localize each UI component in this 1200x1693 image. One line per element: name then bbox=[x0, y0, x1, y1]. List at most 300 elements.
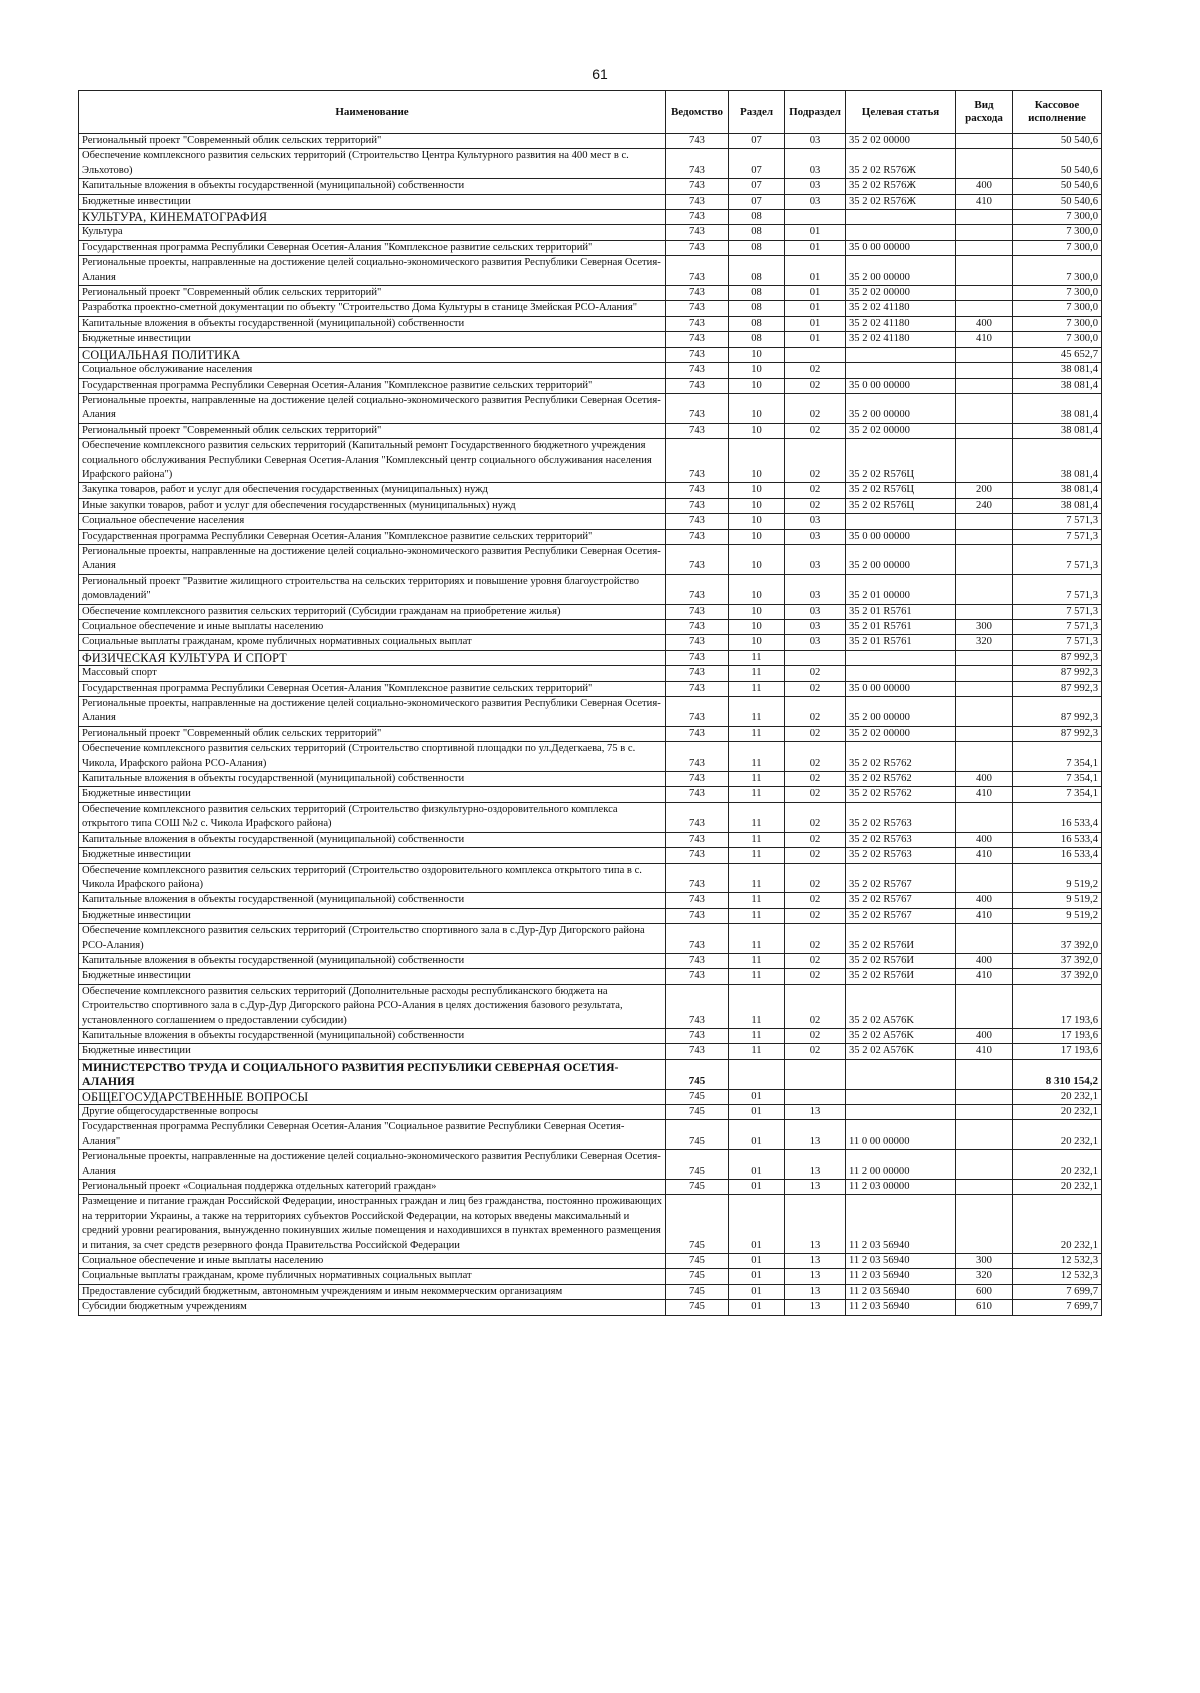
row-target: 11 2 00 00000 bbox=[846, 1150, 956, 1180]
row-name: Культура bbox=[79, 225, 666, 240]
table-row bbox=[79, 363, 1102, 378]
row-expense-type bbox=[956, 544, 1013, 574]
row-target: 11 0 00 00000 bbox=[846, 1120, 956, 1150]
row-name: Региональные проекты, направленные на достижение целей социально-экономического развития Республики Северная Осетия-Алания bbox=[79, 697, 666, 727]
row-target: 35 2 02 R576Ж bbox=[846, 149, 956, 179]
row-name: Бюджетные инвестиции bbox=[79, 332, 666, 347]
row-amount: 12 532,3 bbox=[1013, 1269, 1102, 1284]
row-name: Региональные проекты, направленные на достижение целей социально-экономического развития Республики Северная Осетия-Алания bbox=[79, 544, 666, 574]
table-row bbox=[79, 194, 1102, 209]
row-amount: 7 699,7 bbox=[1013, 1284, 1102, 1299]
row-ministry: 743 bbox=[666, 620, 729, 635]
row-expense-type: 400 bbox=[956, 316, 1013, 331]
row-subsection: 02 bbox=[785, 726, 846, 741]
row-amount: 7 300,0 bbox=[1013, 316, 1102, 331]
row-subsection: 01 bbox=[785, 316, 846, 331]
table-header-row bbox=[79, 91, 1102, 134]
table-row bbox=[79, 726, 1102, 741]
row-target: 11 2 03 56940 bbox=[846, 1195, 956, 1254]
row-subsection bbox=[785, 210, 846, 225]
table-row bbox=[79, 697, 1102, 727]
row-name: Массовый спорт bbox=[79, 666, 666, 681]
row-amount: 7 699,7 bbox=[1013, 1300, 1102, 1315]
row-name: Государственная программа Республики Северная Осетия-Алания "Комплексное развитие сельских территорий" bbox=[79, 378, 666, 393]
row-name: Региональный проект "Современный облик сельских территорий" bbox=[79, 286, 666, 301]
row-section: 11 bbox=[729, 1044, 785, 1059]
row-expense-type bbox=[956, 726, 1013, 741]
row-amount: 16 533,4 bbox=[1013, 832, 1102, 847]
row-amount: 45 652,7 bbox=[1013, 347, 1102, 362]
row-section: 11 bbox=[729, 802, 785, 832]
row-expense-type bbox=[956, 1150, 1013, 1180]
row-expense-type bbox=[956, 666, 1013, 681]
row-name: Капитальные вложения в объекты государственной (муниципальной) собственности bbox=[79, 832, 666, 847]
row-ministry: 743 bbox=[666, 893, 729, 908]
row-name: Региональный проект "Развитие жилищного строительства на сельских территориях и повышение уровня благоустройство домовладений" bbox=[79, 574, 666, 604]
row-target bbox=[846, 347, 956, 362]
row-expense-type bbox=[956, 301, 1013, 316]
row-target bbox=[846, 666, 956, 681]
row-expense-type bbox=[956, 863, 1013, 893]
row-amount: 38 081,4 bbox=[1013, 423, 1102, 438]
row-ministry: 745 bbox=[666, 1300, 729, 1315]
row-target: 35 2 02 41180 bbox=[846, 316, 956, 331]
row-target: 35 2 02 R576И bbox=[846, 953, 956, 968]
row-section: 10 bbox=[729, 498, 785, 513]
table-row bbox=[79, 1028, 1102, 1043]
row-section: 08 bbox=[729, 286, 785, 301]
row-name: Государственная программа Республики Северная Осетия-Алания "Комплексное развитие сельских территорий" bbox=[79, 529, 666, 544]
row-subsection: 02 bbox=[785, 787, 846, 802]
row-ministry: 743 bbox=[666, 908, 729, 923]
row-expense-type bbox=[956, 1195, 1013, 1254]
row-amount: 20 232,1 bbox=[1013, 1180, 1102, 1195]
row-ministry: 743 bbox=[666, 832, 729, 847]
row-ministry: 743 bbox=[666, 423, 729, 438]
row-name: Обеспечение комплексного развития сельских территорий (Капитальный ремонт Государственного бюджетного учреждения социального обслуживания Республики Северная Осетия-Алания "Комплексный центр социального обслуживания населения Ирафского района") bbox=[79, 439, 666, 483]
row-subsection: 02 bbox=[785, 378, 846, 393]
row-target bbox=[846, 363, 956, 378]
header-target: Целевая статья bbox=[846, 91, 956, 134]
row-section: 10 bbox=[729, 363, 785, 378]
row-target: 11 2 03 56940 bbox=[846, 1284, 956, 1299]
row-ministry: 743 bbox=[666, 574, 729, 604]
row-target: 35 0 00 00000 bbox=[846, 378, 956, 393]
row-ministry: 743 bbox=[666, 666, 729, 681]
row-expense-type bbox=[956, 802, 1013, 832]
row-name: Социальное обеспечение и иные выплаты населению bbox=[79, 1254, 666, 1269]
row-target: 35 2 02 R576Ц bbox=[846, 483, 956, 498]
row-target: 35 2 02 R576Ж bbox=[846, 194, 956, 209]
row-section: 10 bbox=[729, 514, 785, 529]
row-section: 01 bbox=[729, 1254, 785, 1269]
row-section: 10 bbox=[729, 544, 785, 574]
row-name: Региональный проект "Современный облик сельских территорий" bbox=[79, 726, 666, 741]
table-row bbox=[79, 210, 1102, 225]
row-subsection: 03 bbox=[785, 635, 846, 650]
row-section: 10 bbox=[729, 439, 785, 483]
row-expense-type: 410 bbox=[956, 1044, 1013, 1059]
row-ministry: 745 bbox=[666, 1284, 729, 1299]
row-target bbox=[846, 514, 956, 529]
row-expense-type: 400 bbox=[956, 1028, 1013, 1043]
table-row bbox=[79, 969, 1102, 984]
table-row bbox=[79, 378, 1102, 393]
table-row bbox=[79, 179, 1102, 194]
row-subsection: 02 bbox=[785, 498, 846, 513]
row-amount: 37 392,0 bbox=[1013, 969, 1102, 984]
row-ministry: 743 bbox=[666, 363, 729, 378]
row-name: Социальное обслуживание населения bbox=[79, 363, 666, 378]
row-expense-type bbox=[956, 1089, 1013, 1104]
row-name: Капитальные вложения в объекты государственной (муниципальной) собственности bbox=[79, 316, 666, 331]
row-amount: 17 193,6 bbox=[1013, 1044, 1102, 1059]
row-ministry: 745 bbox=[666, 1059, 729, 1089]
row-ministry: 743 bbox=[666, 604, 729, 619]
row-name: ФИЗИЧЕСКАЯ КУЛЬТУРА И СПОРТ bbox=[79, 650, 666, 665]
row-amount: 7 571,3 bbox=[1013, 574, 1102, 604]
row-name: Обеспечение комплексного развития сельских территорий (Строительство Центра Культурного развития на 400 мест в с. Эльхотово) bbox=[79, 149, 666, 179]
header-expense-type: Вид расхода bbox=[956, 91, 1013, 134]
row-amount: 7 300,0 bbox=[1013, 332, 1102, 347]
row-name: Бюджетные инвестиции bbox=[79, 1044, 666, 1059]
row-amount: 7 300,0 bbox=[1013, 256, 1102, 286]
header-amount: Кассовое исполнение bbox=[1013, 91, 1102, 134]
row-ministry: 743 bbox=[666, 726, 729, 741]
row-expense-type: 400 bbox=[956, 772, 1013, 787]
row-ministry: 745 bbox=[666, 1195, 729, 1254]
row-section: 10 bbox=[729, 529, 785, 544]
row-target: 35 2 02 R576Ц bbox=[846, 498, 956, 513]
row-expense-type: 300 bbox=[956, 620, 1013, 635]
row-target: 35 2 02 00000 bbox=[846, 726, 956, 741]
row-section: 08 bbox=[729, 316, 785, 331]
row-ministry: 743 bbox=[666, 256, 729, 286]
row-section: 07 bbox=[729, 134, 785, 149]
row-name: Капитальные вложения в объекты государственной (муниципальной) собственности bbox=[79, 893, 666, 908]
header-subsection: Подраздел bbox=[785, 91, 846, 134]
row-expense-type: 410 bbox=[956, 969, 1013, 984]
row-section: 10 bbox=[729, 635, 785, 650]
row-name: Обеспечение комплексного развития сельских территорий (Строительство спортивного зала в с.Дур-Дур Дигорского района РСО-Алания) bbox=[79, 924, 666, 954]
row-subsection: 01 bbox=[785, 286, 846, 301]
row-amount: 7 300,0 bbox=[1013, 301, 1102, 316]
row-amount: 87 992,3 bbox=[1013, 666, 1102, 681]
row-name: Социальное обеспечение и иные выплаты населению bbox=[79, 620, 666, 635]
row-target: 35 2 02 41180 bbox=[846, 301, 956, 316]
row-expense-type: 410 bbox=[956, 848, 1013, 863]
row-subsection: 02 bbox=[785, 953, 846, 968]
row-expense-type bbox=[956, 225, 1013, 240]
row-target: 35 2 02 R5763 bbox=[846, 848, 956, 863]
row-target: 11 2 03 00000 bbox=[846, 1180, 956, 1195]
row-section: 08 bbox=[729, 210, 785, 225]
row-ministry: 743 bbox=[666, 969, 729, 984]
row-expense-type bbox=[956, 1120, 1013, 1150]
table-row bbox=[79, 393, 1102, 423]
row-subsection: 02 bbox=[785, 742, 846, 772]
row-subsection: 03 bbox=[785, 574, 846, 604]
row-section: 10 bbox=[729, 620, 785, 635]
table-row bbox=[79, 301, 1102, 316]
row-subsection bbox=[785, 1059, 846, 1089]
table-row bbox=[79, 134, 1102, 149]
row-amount: 38 081,4 bbox=[1013, 378, 1102, 393]
table-row bbox=[79, 347, 1102, 362]
table-row bbox=[79, 620, 1102, 635]
row-ministry: 743 bbox=[666, 149, 729, 179]
row-target: 35 2 00 00000 bbox=[846, 256, 956, 286]
row-ministry: 743 bbox=[666, 863, 729, 893]
row-subsection: 01 bbox=[785, 240, 846, 255]
table-row bbox=[79, 240, 1102, 255]
row-expense-type: 320 bbox=[956, 635, 1013, 650]
row-name: Государственная программа Республики Северная Осетия-Алания "Комплексное развитие сельских территорий" bbox=[79, 681, 666, 696]
row-ministry: 743 bbox=[666, 483, 729, 498]
row-ministry: 743 bbox=[666, 393, 729, 423]
row-section: 10 bbox=[729, 347, 785, 362]
row-target: 35 2 02 A576K bbox=[846, 1028, 956, 1043]
row-section: 10 bbox=[729, 604, 785, 619]
row-target: 35 2 02 R576Ц bbox=[846, 439, 956, 483]
row-ministry: 745 bbox=[666, 1180, 729, 1195]
row-expense-type bbox=[956, 681, 1013, 696]
row-amount: 38 081,4 bbox=[1013, 498, 1102, 513]
row-expense-type bbox=[956, 286, 1013, 301]
row-target: 35 2 02 41180 bbox=[846, 332, 956, 347]
row-amount: 17 193,6 bbox=[1013, 1028, 1102, 1043]
row-target bbox=[846, 210, 956, 225]
row-expense-type: 410 bbox=[956, 908, 1013, 923]
table-row bbox=[79, 514, 1102, 529]
row-subsection: 13 bbox=[785, 1284, 846, 1299]
row-amount: 50 540,6 bbox=[1013, 194, 1102, 209]
row-section: 01 bbox=[729, 1150, 785, 1180]
row-ministry: 743 bbox=[666, 378, 729, 393]
row-amount: 20 232,1 bbox=[1013, 1105, 1102, 1120]
row-section: 11 bbox=[729, 1028, 785, 1043]
row-section: 11 bbox=[729, 908, 785, 923]
row-subsection: 02 bbox=[785, 984, 846, 1028]
row-amount: 7 571,3 bbox=[1013, 620, 1102, 635]
row-section: 01 bbox=[729, 1105, 785, 1120]
table-row bbox=[79, 802, 1102, 832]
row-expense-type: 300 bbox=[956, 1254, 1013, 1269]
row-ministry: 743 bbox=[666, 984, 729, 1028]
row-name: Закупка товаров, работ и услуг для обеспечения государственных (муниципальных) нужд bbox=[79, 483, 666, 498]
row-ministry: 743 bbox=[666, 179, 729, 194]
row-expense-type bbox=[956, 574, 1013, 604]
row-target: 35 2 02 R5763 bbox=[846, 832, 956, 847]
budget-execution-table bbox=[78, 90, 1102, 1316]
row-section: 01 bbox=[729, 1284, 785, 1299]
row-subsection: 02 bbox=[785, 802, 846, 832]
row-section: 08 bbox=[729, 256, 785, 286]
row-expense-type bbox=[956, 529, 1013, 544]
table-row bbox=[79, 787, 1102, 802]
table-row bbox=[79, 1269, 1102, 1284]
row-ministry: 743 bbox=[666, 498, 729, 513]
row-amount: 37 392,0 bbox=[1013, 953, 1102, 968]
row-section: 10 bbox=[729, 574, 785, 604]
table-row bbox=[79, 1120, 1102, 1150]
row-amount: 7 571,3 bbox=[1013, 514, 1102, 529]
row-subsection: 03 bbox=[785, 514, 846, 529]
row-amount: 16 533,4 bbox=[1013, 802, 1102, 832]
row-amount: 38 081,4 bbox=[1013, 439, 1102, 483]
table-row bbox=[79, 1044, 1102, 1059]
row-subsection: 13 bbox=[785, 1254, 846, 1269]
row-ministry: 743 bbox=[666, 286, 729, 301]
row-amount: 7 300,0 bbox=[1013, 286, 1102, 301]
row-ministry: 745 bbox=[666, 1254, 729, 1269]
row-name: СОЦИАЛЬНАЯ ПОЛИТИКА bbox=[79, 347, 666, 362]
row-ministry: 743 bbox=[666, 635, 729, 650]
row-expense-type: 400 bbox=[956, 179, 1013, 194]
row-section: 11 bbox=[729, 650, 785, 665]
row-ministry: 743 bbox=[666, 301, 729, 316]
row-name: Капитальные вложения в объекты государственной (муниципальной) собственности bbox=[79, 772, 666, 787]
row-name: Бюджетные инвестиции bbox=[79, 194, 666, 209]
row-name: ОБЩЕГОСУДАРСТВЕННЫЕ ВОПРОСЫ bbox=[79, 1089, 666, 1104]
row-amount: 20 232,1 bbox=[1013, 1120, 1102, 1150]
row-ministry: 743 bbox=[666, 347, 729, 362]
row-subsection: 13 bbox=[785, 1150, 846, 1180]
row-subsection: 01 bbox=[785, 332, 846, 347]
row-expense-type: 600 bbox=[956, 1284, 1013, 1299]
row-subsection: 03 bbox=[785, 620, 846, 635]
row-name: Государственная программа Республики Северная Осетия-Алания "Комплексное развитие сельских территорий" bbox=[79, 240, 666, 255]
row-subsection: 13 bbox=[785, 1269, 846, 1284]
row-expense-type bbox=[956, 650, 1013, 665]
row-subsection bbox=[785, 1089, 846, 1104]
row-name: КУЛЬТУРА, КИНЕМАТОГРАФИЯ bbox=[79, 210, 666, 225]
row-ministry: 743 bbox=[666, 514, 729, 529]
row-name: Бюджетные инвестиции bbox=[79, 848, 666, 863]
table-row bbox=[79, 848, 1102, 863]
row-amount: 87 992,3 bbox=[1013, 697, 1102, 727]
row-amount: 38 081,4 bbox=[1013, 393, 1102, 423]
row-name: Капитальные вложения в объекты государственной (муниципальной) собственности bbox=[79, 179, 666, 194]
row-target: 35 2 02 00000 bbox=[846, 134, 956, 149]
row-subsection: 02 bbox=[785, 439, 846, 483]
row-section bbox=[729, 1059, 785, 1089]
row-target: 35 2 01 R5761 bbox=[846, 620, 956, 635]
row-target: 35 2 02 R576И bbox=[846, 924, 956, 954]
table-row bbox=[79, 772, 1102, 787]
row-section: 08 bbox=[729, 301, 785, 316]
row-target: 35 2 00 00000 bbox=[846, 697, 956, 727]
row-name: Субсидии бюджетным учреждениям bbox=[79, 1300, 666, 1315]
table-row bbox=[79, 681, 1102, 696]
row-section: 01 bbox=[729, 1195, 785, 1254]
table-row bbox=[79, 1150, 1102, 1180]
row-expense-type: 410 bbox=[956, 787, 1013, 802]
table-row bbox=[79, 1195, 1102, 1254]
row-ministry: 745 bbox=[666, 1089, 729, 1104]
row-name: Разработка проектно-сметной документации по объекту "Строительство Дома Культуры в станице Змейская РСО-Алания" bbox=[79, 301, 666, 316]
row-amount: 7 354,1 bbox=[1013, 742, 1102, 772]
row-amount: 12 532,3 bbox=[1013, 1254, 1102, 1269]
row-section: 07 bbox=[729, 194, 785, 209]
page-number: 61 bbox=[592, 66, 608, 82]
row-subsection: 03 bbox=[785, 149, 846, 179]
row-amount: 7 354,1 bbox=[1013, 787, 1102, 802]
row-ministry: 743 bbox=[666, 134, 729, 149]
row-target: 35 2 02 A576K bbox=[846, 984, 956, 1028]
row-section: 10 bbox=[729, 423, 785, 438]
row-expense-type bbox=[956, 742, 1013, 772]
row-expense-type: 400 bbox=[956, 832, 1013, 847]
row-target: 35 2 02 R5767 bbox=[846, 893, 956, 908]
row-ministry: 743 bbox=[666, 544, 729, 574]
row-expense-type bbox=[956, 697, 1013, 727]
row-ministry: 743 bbox=[666, 316, 729, 331]
row-expense-type bbox=[956, 393, 1013, 423]
row-expense-type: 410 bbox=[956, 332, 1013, 347]
row-section: 10 bbox=[729, 378, 785, 393]
row-target: 35 0 00 00000 bbox=[846, 529, 956, 544]
row-ministry: 743 bbox=[666, 742, 729, 772]
table-row bbox=[79, 1300, 1102, 1315]
row-expense-type: 400 bbox=[956, 953, 1013, 968]
row-name: Государственная программа Республики Северная Осетия-Алания "Социальное развитие Республики Северная Осетия-Алания" bbox=[79, 1120, 666, 1150]
row-name: Региональный проект "Современный облик сельских территорий" bbox=[79, 423, 666, 438]
row-section: 01 bbox=[729, 1120, 785, 1150]
row-ministry: 743 bbox=[666, 1044, 729, 1059]
table-row bbox=[79, 604, 1102, 619]
row-target: 11 2 03 56940 bbox=[846, 1300, 956, 1315]
row-amount: 8 310 154,2 bbox=[1013, 1059, 1102, 1089]
row-name: Обеспечение комплексного развития сельских территорий (Дополнительные расходы республиканского бюджета на Строительство спортивного зала в с.Дур-Дур Дигорского района РСО-Алания в целях достижения базового результата, установленного соглашением о предоставлении субсидии) bbox=[79, 984, 666, 1028]
row-ministry: 743 bbox=[666, 439, 729, 483]
row-expense-type: 610 bbox=[956, 1300, 1013, 1315]
table-row bbox=[79, 953, 1102, 968]
row-target bbox=[846, 1089, 956, 1104]
table-row bbox=[79, 893, 1102, 908]
row-amount: 7 354,1 bbox=[1013, 772, 1102, 787]
row-amount: 37 392,0 bbox=[1013, 924, 1102, 954]
row-section: 11 bbox=[729, 969, 785, 984]
row-subsection: 03 bbox=[785, 604, 846, 619]
row-name: Капитальные вложения в объекты государственной (муниципальной) собственности bbox=[79, 953, 666, 968]
row-ministry: 743 bbox=[666, 240, 729, 255]
row-section: 11 bbox=[729, 893, 785, 908]
row-name: Обеспечение комплексного развития сельских территорий (Строительство оздоровительного комплекса открытого типа в с. Чикола Ирафского района) bbox=[79, 863, 666, 893]
row-ministry: 745 bbox=[666, 1105, 729, 1120]
table-row bbox=[79, 332, 1102, 347]
table-row bbox=[79, 149, 1102, 179]
table-row bbox=[79, 1180, 1102, 1195]
row-ministry: 745 bbox=[666, 1150, 729, 1180]
table-row bbox=[79, 256, 1102, 286]
row-name: Бюджетные инвестиции bbox=[79, 908, 666, 923]
row-expense-type: 400 bbox=[956, 893, 1013, 908]
row-subsection: 02 bbox=[785, 697, 846, 727]
table-row bbox=[79, 498, 1102, 513]
row-subsection: 03 bbox=[785, 134, 846, 149]
table-row bbox=[79, 483, 1102, 498]
table-row bbox=[79, 1254, 1102, 1269]
table-row bbox=[79, 1059, 1102, 1089]
row-subsection bbox=[785, 347, 846, 362]
row-name: Предоставление субсидий бюджетным, автономным учреждениям и иным некоммерческим организациям bbox=[79, 1284, 666, 1299]
row-section: 11 bbox=[729, 681, 785, 696]
row-expense-type: 240 bbox=[956, 498, 1013, 513]
table-row bbox=[79, 1284, 1102, 1299]
row-amount: 50 540,6 bbox=[1013, 149, 1102, 179]
row-subsection: 03 bbox=[785, 179, 846, 194]
